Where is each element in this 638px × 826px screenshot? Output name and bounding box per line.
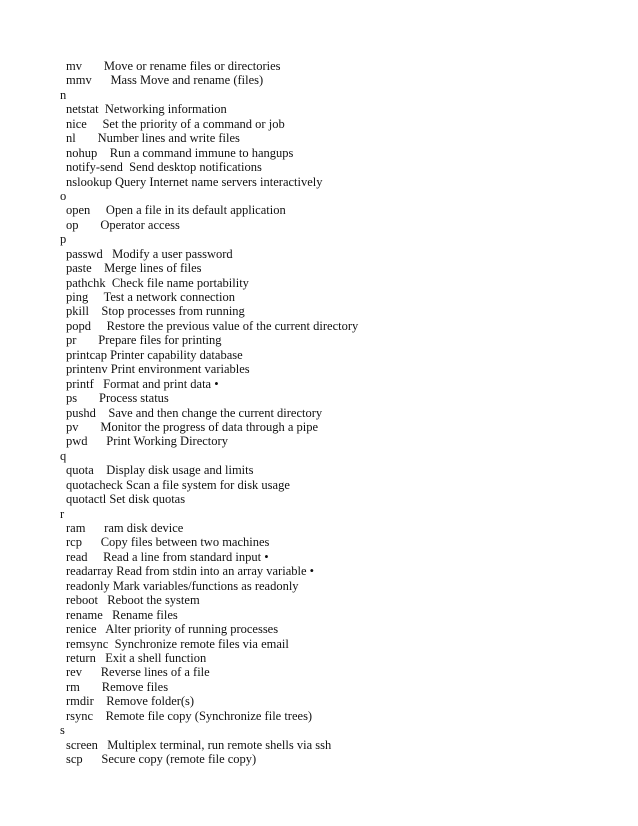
command-entry: nohup Run a command immune to hangups (66, 145, 294, 160)
command-entry: popd Restore the previous value of the current directory (66, 318, 359, 333)
command-entry: printenv Print environment variables (66, 362, 250, 377)
command-entry: op Operator access (66, 217, 180, 232)
command-entry: printcap Printer capability database (66, 347, 243, 362)
command-entry: pathchk Check file name portability (66, 275, 249, 290)
command-entry: passwd Modify a user password (66, 246, 233, 261)
section-letter-heading: q (60, 448, 67, 463)
section-letter-heading: o (60, 188, 67, 203)
command-entry: paste Merge lines of files (66, 261, 202, 276)
command-entry: nice Set the priority of a command or job (66, 116, 285, 131)
section-letter-heading: s (60, 723, 65, 738)
command-entry: notify-send Send desktop notifications (66, 160, 262, 175)
command-entry: pushd Save and then change the current directory (66, 405, 323, 420)
command-entry: rename Rename files (66, 607, 178, 622)
command-entry: mv Move or rename files or directories (66, 59, 281, 73)
command-entry: quota Display disk usage and limits (66, 463, 254, 478)
command-entry: netstat Networking information (66, 102, 227, 117)
command-entry: rmdir Remove folder(s) (66, 694, 195, 709)
section-letter-heading: p (60, 232, 67, 247)
command-entry: mmv Mass Move and rename (files) (66, 73, 264, 88)
command-entry: screen Multiplex terminal, run remote shells via ssh (66, 737, 332, 752)
command-entry: pr Prepare files for printing (66, 333, 222, 348)
command-entry: rsync Remote file copy (Synchronize file trees) (66, 708, 313, 723)
command-entry: renice Alter priority of running processes (66, 622, 279, 637)
command-entry: rev Reverse lines of a file (66, 665, 210, 680)
section-letter-heading: n (60, 87, 67, 102)
command-entry: quotacheck Scan a file system for disk usage (66, 477, 290, 492)
command-entry: pv Monitor the progress of data through a pipe (66, 419, 319, 434)
command-entry: quotactl Set disk quotas (66, 492, 186, 507)
section-letter-heading: r (60, 506, 65, 521)
command-entry: ps Process status (66, 391, 169, 406)
command-entry: pkill Stop processes from running (66, 304, 245, 319)
command-entry: readarray Read from stdin into an array variable • (66, 564, 315, 579)
command-entry: scp Secure copy (remote file copy) (66, 752, 257, 766)
command-entry: rcp Copy files between two machines (66, 535, 270, 550)
command-entry: readonly Mark variables/functions as readonly (66, 578, 299, 593)
command-entry: nslookup Query Internet name servers interactively (66, 174, 323, 189)
command-entry: read Read a line from standard input • (66, 549, 269, 564)
command-entry: open Open a file in its default application (66, 203, 286, 218)
command-entry: reboot Reboot the system (66, 593, 200, 608)
command-entry: return Exit a shell function (66, 650, 207, 665)
command-entry: ram ram disk device (66, 521, 184, 535)
command-entry: nl Number lines and write files (66, 131, 240, 146)
command-entry: ping Test a network connection (66, 290, 235, 304)
command-entry: rm Remove files (66, 679, 169, 694)
command-entry: printf Format and print data • (66, 376, 219, 391)
command-reference-list (0, 59, 638, 766)
command-entry: pwd Print Working Directory (66, 434, 228, 449)
command-entry: remsync Synchronize remote files via email (66, 636, 289, 651)
